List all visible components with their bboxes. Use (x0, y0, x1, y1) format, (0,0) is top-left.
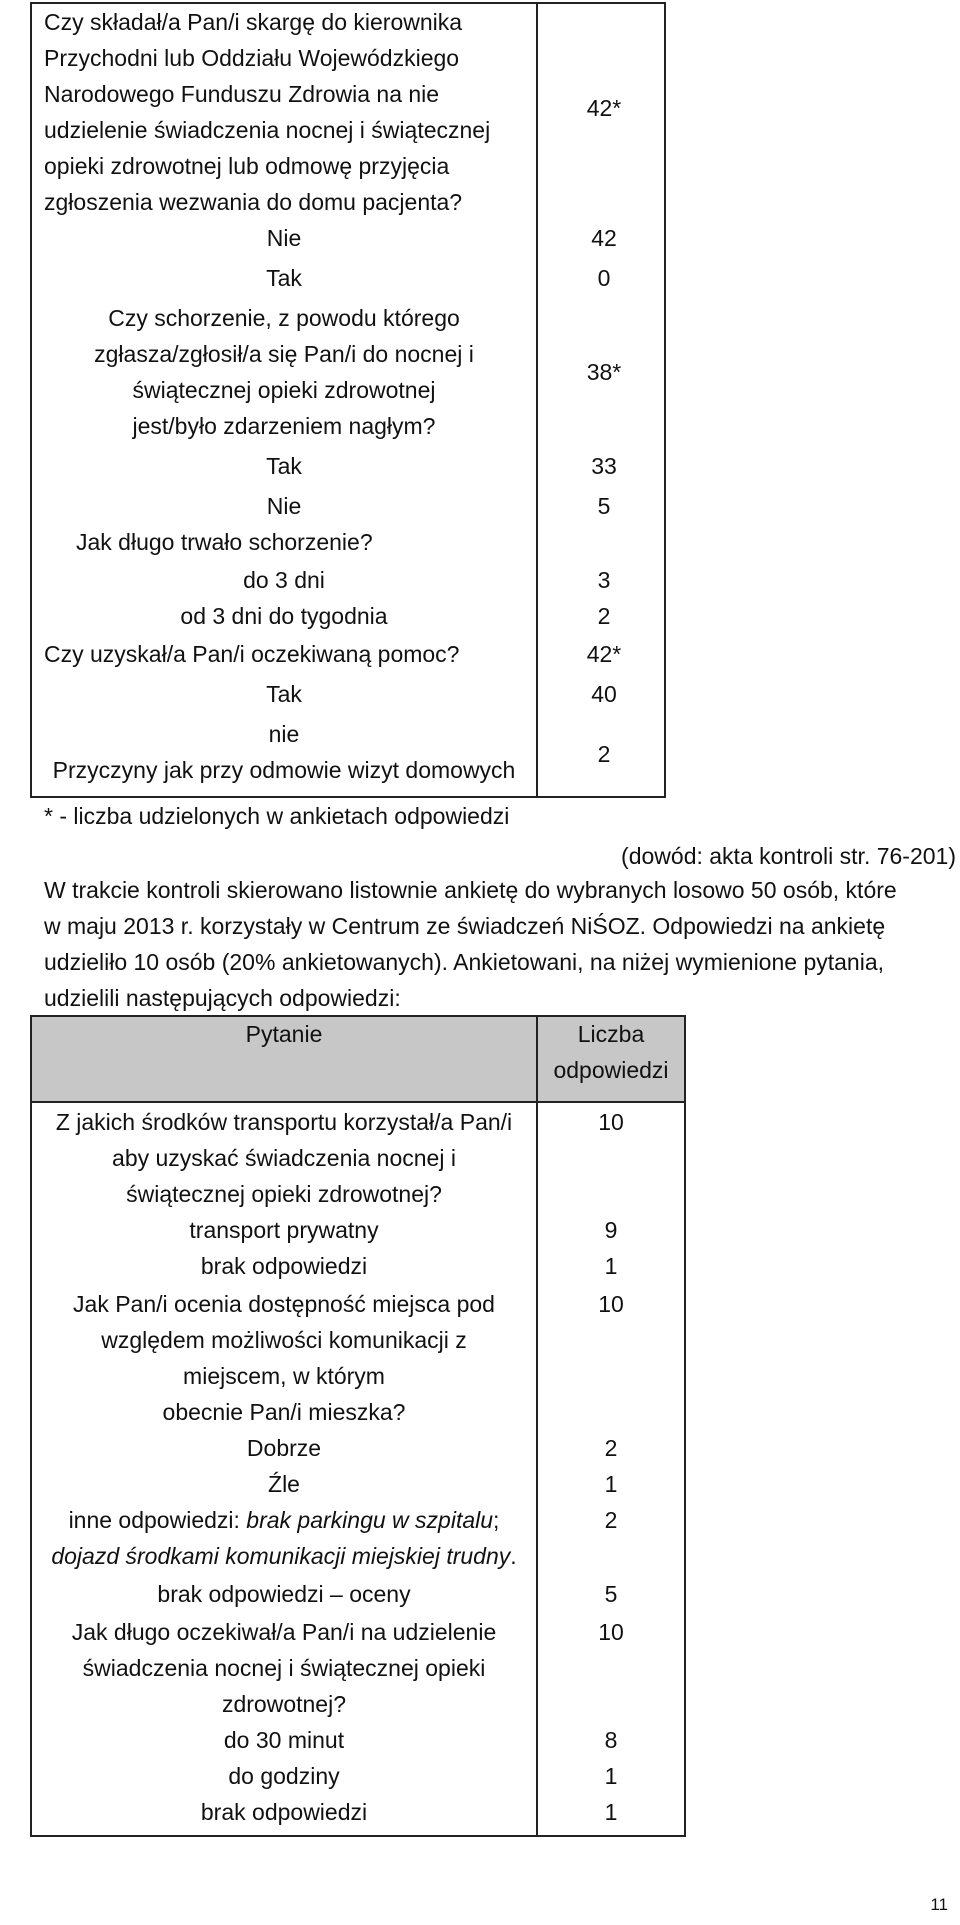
question-total: 10 (598, 1619, 624, 1645)
table-border (30, 1101, 686, 1103)
question-line: Jak długo oczekiwał/a Pan/i na udzielenie (71, 1619, 497, 1645)
question-accessibility (32, 1286, 536, 1430)
answer-label: do godziny (228, 1763, 340, 1789)
answer-count: 40 (591, 681, 617, 707)
question-total: 42* (586, 95, 622, 121)
other-detail: dojazd środkami komunikacji miejskiej trudny (51, 1543, 511, 1569)
header-count-line: odpowiedzi (553, 1057, 669, 1083)
question-line: Przychodni lub Oddziału Wojewódzkiego (44, 45, 460, 71)
answer-label: Tak (266, 453, 302, 479)
question-line: miejscem, w którym (183, 1363, 385, 1389)
answer-count: 2 (604, 1435, 618, 1461)
answer-other (32, 1502, 536, 1574)
header-count (538, 1016, 684, 1088)
intro-paragraph (44, 872, 956, 1016)
question-line: zgłoszenia wezwania do domu pacjenta? (44, 189, 463, 215)
answer-label: nie (268, 721, 300, 747)
question-line: obecnie Pan/i mieszka? (162, 1399, 406, 1425)
paragraph-line: w maju 2013 r. korzystały w Centrum ze świadczeń NiŚOZ. Odpowiedzi na ankietę (44, 913, 886, 939)
table-border (30, 2, 666, 4)
answer-label: Tak (266, 265, 302, 291)
question-line: świątecznej opieki zdrowotnej (132, 377, 436, 403)
answer-label: Nie (266, 225, 302, 251)
answer-count: 5 (604, 1581, 618, 1607)
answer-label: transport prywatny (189, 1217, 379, 1243)
question-line: świątecznej opieki zdrowotnej? (126, 1181, 442, 1207)
question-wait-time (32, 1614, 536, 1722)
answer-label: brak odpowiedzi (200, 1799, 368, 1825)
table-border (664, 2, 666, 798)
answer-count: 1 (604, 1799, 618, 1825)
answer-count: 1 (604, 1253, 618, 1279)
answer-label: od 3 dni do tygodnia (180, 603, 388, 629)
question-transport (32, 1104, 536, 1212)
answer-count: 1 (604, 1763, 618, 1789)
other-end: . (510, 1543, 517, 1569)
footnote: * - liczba udzielonych w ankietach odpowiedzi (44, 803, 510, 829)
answer-count: 2 (597, 603, 611, 629)
table-border (684, 1015, 686, 1837)
answer-label: do 3 dni (243, 567, 325, 593)
header-question: Pytanie (245, 1021, 323, 1047)
answer-count: 0 (597, 265, 611, 291)
answer-count: 8 (604, 1727, 618, 1753)
question-line: Czy schorzenie, z powodu którego (108, 305, 460, 331)
question-duration: Jak długo trwało schorzenie? (76, 529, 373, 555)
answer-count: 5 (597, 493, 611, 519)
evidence-reference: (dowód: akta kontroli str. 76-201) (621, 843, 956, 869)
question-line: zdrowotnej? (221, 1691, 347, 1717)
question-complaint (44, 4, 534, 220)
header-count-line: Liczba (577, 1021, 645, 1047)
answer-other-line (32, 1538, 536, 1574)
answer-count: 2 (597, 741, 611, 767)
question-line: Jak Pan/i ocenia dostępność miejsca pod (73, 1291, 495, 1317)
paragraph-line: udzieliło 10 osób (20% ankietowanych). Ankietowani, na niżej wymienione pytania, (44, 949, 884, 975)
table-border (536, 2, 538, 798)
answer-label: Źle (268, 1471, 300, 1497)
other-detail: brak parkingu w szpitalu (246, 1507, 494, 1533)
question-line: opieki zdrowotnej lub odmowę przyjęcia (44, 153, 450, 179)
answer-other-line (32, 1502, 536, 1538)
answer-label: brak odpowiedzi – oceny (157, 1581, 411, 1607)
question-line: jest/było zdarzeniem nagłym? (132, 413, 436, 439)
question-total: 10 (598, 1291, 624, 1317)
question-sudden-illness (32, 300, 536, 444)
answer-label: Tak (266, 681, 302, 707)
answer-label: brak odpowiedzi (200, 1253, 368, 1279)
paragraph-line: udzielili następujących odpowiedzi: (44, 985, 401, 1011)
answer-reason: Przyczyny jak przy odmowie wizyt domowych (52, 757, 516, 783)
question-line: względem możliwości komunikacji z (101, 1327, 467, 1353)
answer-count: 1 (604, 1471, 618, 1497)
answer-count: 3 (597, 567, 611, 593)
answer-count: 42 (591, 225, 617, 251)
question-total: 38* (586, 359, 622, 385)
answer-label: Nie (266, 493, 302, 519)
question-help-received: Czy uzyskał/a Pan/i oczekiwaną pomoc? (44, 641, 460, 667)
question-line: Narodowego Funduszu Zdrowia na nie (44, 81, 440, 107)
other-prefix: inne odpowiedzi: (68, 1507, 247, 1533)
question-total: 42* (586, 641, 622, 667)
question-line: Z jakich środków transportu korzystał/a Pan/i (55, 1109, 513, 1135)
question-total: 10 (598, 1109, 624, 1135)
question-line: zgłasza/zgłosił/a się Pan/i do nocnej i (94, 341, 474, 367)
answer-count: 9 (604, 1217, 618, 1243)
other-separator: ; (493, 1507, 500, 1533)
answer-count: 33 (591, 453, 617, 479)
table-border (30, 1835, 686, 1837)
question-line: świadczenia nocnej i świątecznej opieki (82, 1655, 486, 1681)
page-number: 11 (930, 1895, 948, 1914)
question-line: udzielenie świadczenia nocnej i świątecznej (44, 117, 491, 143)
question-line: Czy składał/a Pan/i skargę do kierownika (44, 9, 463, 35)
question-line: aby uzyskać świadczenia nocnej i (112, 1145, 456, 1171)
answer-label: do 30 minut (223, 1727, 345, 1753)
paragraph-line: W trakcie kontroli skierowano listownie ankietę do wybranych losowo 50 osób, które (44, 877, 897, 903)
answer-label: Dobrze (246, 1435, 322, 1461)
answer-count: 2 (604, 1507, 618, 1533)
